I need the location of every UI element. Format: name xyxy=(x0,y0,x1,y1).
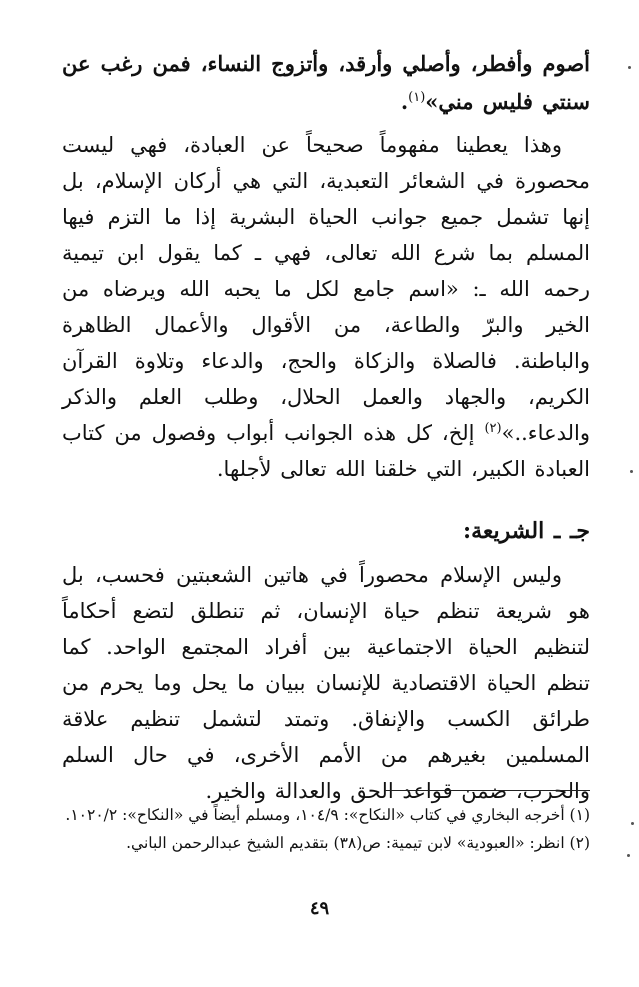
footnotes xyxy=(62,800,590,858)
paragraph-sharia: وليس الإسلام محصوراً في هاتين الشعبتين فحسب، بل هو شريعة تنظم حياة الإنسان، ثم تنطلق لتضع أحكاماً لتنظيم الحياة الاجتماعية بين أفراد المجتمع الواحد. كما تنظم الحياة الاقتصادية للإنسان ببيان ما يحل وما يحرم من طرائق الكسب والإنفاق. وتمتد لتشمل تنظيم علاقة المسلمين بغيرهم من الأمم الأخرى، في حال السلم والحرب، ضمن قواعد الحق والعدالة والخير. xyxy=(62,563,590,803)
footnote-1: (١) أخرجه البخاري في كتاب «النكاح»: ١٠٤/٩، ومسلم أيضاً في «النكاح»: ١٠٢٠/٢. xyxy=(65,806,590,824)
paragraph-worship-text: وهذا يعطينا مفهوماً صحيحاً عن العبادة، فهي ليست محصورة في الشعائر التعبدية، التي هي أركان الإسلام، بل إنها تشمل جميع جوانب الحياة البشرية إذا ما التزم فيها المسلم بما شرع الله تعالى، فهي ـ كما يقول ابن تيمية رحمه الله ـ: «اسم جامع لكل ما يحبه الله ويرضاه من الخير والبرّ والطاعة، من الأقوال والأعمال الظاهرة والباطنة. فالصلاة والزكاة والحج، والدعاء وتلاوة القرآن الكريم، والجهاد والعمل الحلال، وطلب العلم والذكر والدعاء..» xyxy=(62,133,590,445)
section-heading-sharia: جـ ـ الشريعة: xyxy=(462,518,590,544)
paragraph-worship xyxy=(62,127,590,487)
page-number: ٤٩ xyxy=(309,898,330,919)
footnote-reference-1[interactable]: (١) xyxy=(408,90,426,105)
scan-speck xyxy=(631,822,634,825)
paragraph-worship-continuation: إلخ، كل هذه الجوانب أبواب وفصول من كتاب العبادة الكبير، التي خلقنا الله تعالى لأجلها. xyxy=(62,421,590,481)
scan-speck xyxy=(630,470,633,473)
footnote-reference-2[interactable]: (٢) xyxy=(484,421,502,436)
scan-speck xyxy=(627,854,630,857)
hadith-quote: أصوم وأفطر، وأصلي وأرقد، وأتزوج النساء، فمن رغب عن سنتي فليس مني»$^{(١)}$. xyxy=(62,51,590,114)
footnote-divider xyxy=(385,790,590,791)
footnote-2: (٢) انظر: «العبودية» لابن تيمية: ص(٣٨) بتقديم الشيخ عبدالرحمن الباني. xyxy=(126,834,590,852)
scan-speck xyxy=(628,66,631,69)
page-body xyxy=(62,45,590,809)
hadith-text: أصوم وأفطر، وأصلي وأرقد، وأتزوج النساء، فمن رغب عن سنتي فليس مني» xyxy=(62,51,590,114)
